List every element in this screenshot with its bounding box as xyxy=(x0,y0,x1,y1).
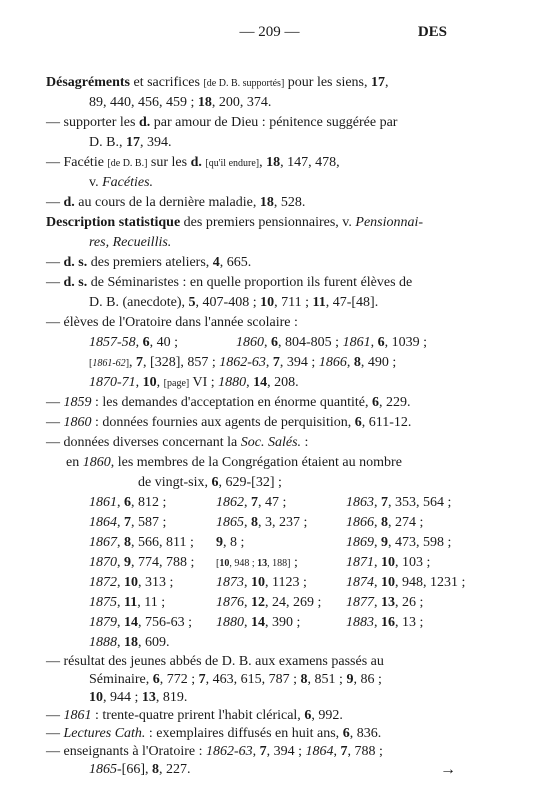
entry-line: 89, 440, 456, 459 ; 18, 200, 374. xyxy=(89,95,272,110)
year-cell: 1875, 11, 11 ; xyxy=(89,595,166,610)
entry-line: v. Facéties. xyxy=(89,175,154,190)
entry-line: 1860, 6, 804-805 ; 1861, 6, 1039 ; xyxy=(236,335,427,350)
year-cell: 1862, 7, 47 ; xyxy=(216,495,287,510)
entry-line: res, Recueillis. xyxy=(89,235,172,250)
entry-line: D. B. (anecdote), 5, 407-408 ; 10, 711 ; 11, 47-[48]. xyxy=(89,295,379,310)
year-cell: 1869, 9, 473, 598 ; xyxy=(346,535,452,550)
year-cell: 1865, 8, 3, 237 ; xyxy=(216,515,308,530)
right-arrow-icon: → xyxy=(440,760,456,778)
page-number: — 209 — xyxy=(239,24,300,40)
year-cell: 1880, 14, 390 ; xyxy=(216,615,301,630)
year-cell: [10, 948 ; 13, 188] ; xyxy=(216,555,298,570)
year-cell: 1866, 8, 274 ; xyxy=(346,515,424,530)
entry-line: — supporter les d. par amour de Dieu : pénitence suggérée par xyxy=(46,115,398,130)
entry-line: 1865-[66], 8, 227. xyxy=(89,761,191,777)
entry-line: 1888, 18, 609. xyxy=(89,635,170,650)
year-cell: 9, 8 ; xyxy=(216,535,245,550)
entry-line: 10, 944 ; 13, 819. xyxy=(89,689,188,705)
entry-line: de vingt-six, 6, 629-[32] ; xyxy=(138,475,282,490)
entry-line: — 1861 : trente-quatre prirent l'habit clérical, 6, 992. xyxy=(46,707,343,723)
entry-line: — Facétie [de D. B.] sur les d. [qu'il endure], 18, 147, 478, xyxy=(46,155,340,170)
year-cell: 1864, 7, 587 ; xyxy=(89,515,167,530)
year-cell: 1861, 6, 812 ; xyxy=(89,495,167,510)
entry-line: — d. s. de Séminaristes : en quelle proportion ils furent élèves de xyxy=(46,275,413,290)
entry-line: — données diverses concernant la Soc. Salés. : xyxy=(46,435,309,450)
entry-line: Désagréments et sacrifices [de D. B. supportés] pour les siens, 17, xyxy=(46,75,389,90)
entry-line: Description statistique des premiers pensionnaires, v. Pensionnai- xyxy=(46,215,424,230)
entry-line: — d. au cours de la dernière maladie, 18, 528. xyxy=(46,195,306,210)
entry-line: — 1860 : données fournies aux agents de perquisition, 6, 611-12. xyxy=(46,415,412,430)
entry-line: D. B., 17, 394. xyxy=(89,135,172,150)
entry-line: 1857-58, 6, 40 ; xyxy=(89,335,179,350)
entry-line: 1870-71, 10, [page] VI ; 1880, 14, 208. xyxy=(89,375,299,390)
year-cell: 1873, 10, 1123 ; xyxy=(216,575,307,590)
year-cell: 1871, 10, 103 ; xyxy=(346,555,431,570)
entry-line: — 1859 : les demandes d'acceptation en énorme quantité, 6, 229. xyxy=(46,395,411,410)
year-cell: 1879, 14, 756-63 ; xyxy=(89,615,193,630)
entry-line: — enseignants à l'Oratoire : 1862-63, 7, 394 ; 1864, 7, 788 ; xyxy=(46,743,383,759)
year-cell: 1874, 10, 948, 1231 ; xyxy=(346,575,466,590)
year-cell: 1870, 9, 774, 788 ; xyxy=(89,555,195,570)
entry-line: Séminaire, 6, 772 ; 7, 463, 615, 787 ; 8, 851 ; 9, 86 ; xyxy=(89,671,382,687)
year-cell: 1867, 8, 566, 811 ; xyxy=(89,535,194,550)
year-cell: 1876, 12, 24, 269 ; xyxy=(216,595,322,610)
running-head-keyword: DES xyxy=(417,24,447,40)
entry-line: en 1860, les membres de la Congrégation étaient au nombre xyxy=(66,455,402,470)
year-cell: 1872, 10, 313 ; xyxy=(89,575,174,590)
entry-line: [1861-62], 7, [328], 857 ; 1862-63, 7, 394 ; 1866, 8, 490 ; xyxy=(89,355,397,370)
year-cell: 1877, 13, 26 ; xyxy=(346,595,424,610)
entry-line: — élèves de l'Oratoire dans l'année scolaire : xyxy=(46,315,298,330)
entry-line: — résultat des jeunes abbés de D. B. aux examens passés au xyxy=(46,653,384,669)
year-cell: 1863, 7, 353, 564 ; xyxy=(346,495,452,510)
entry-line: — d. s. des premiers ateliers, 4, 665. xyxy=(46,255,252,270)
entry-line: — Lectures Cath. : exemplaires diffusés en huit ans, 6, 836. xyxy=(46,725,382,741)
year-cell: 1883, 16, 13 ; xyxy=(346,615,424,630)
